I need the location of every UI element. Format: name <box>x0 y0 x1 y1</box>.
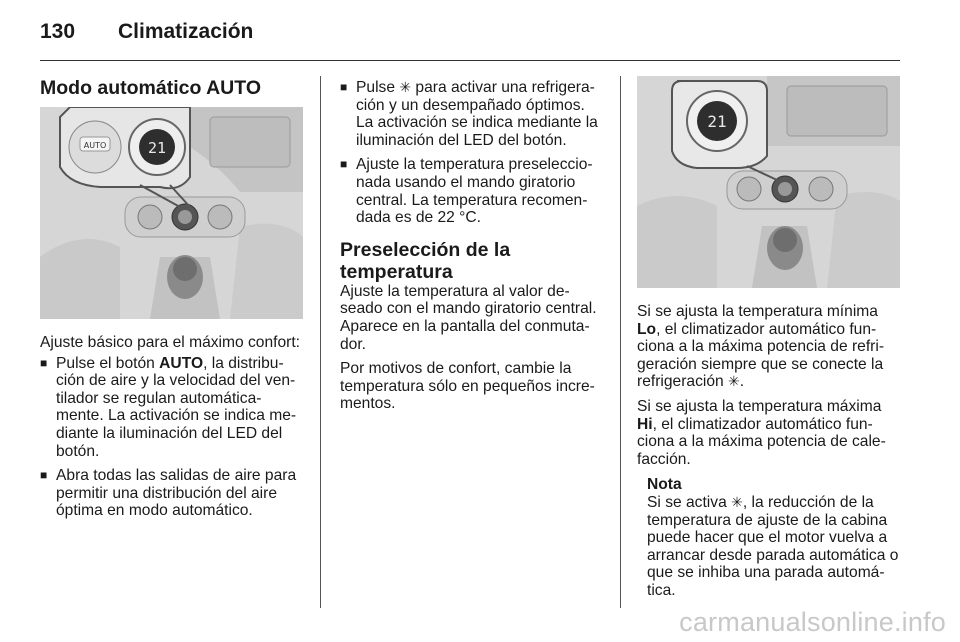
chapter-title: Climatización <box>118 20 254 43</box>
column-divider <box>620 76 621 608</box>
snowflake-icon: ✳ <box>728 373 740 390</box>
hi-label: Hi <box>637 415 653 433</box>
panel-label: AUTO <box>83 141 107 150</box>
dial-display: 21 <box>147 139 167 157</box>
snowflake-icon: ✳ <box>399 79 412 95</box>
section-title-auto: Modo automático AUTO <box>40 77 261 99</box>
col1-bullet-auto: ■ Pulse el botón AUTO, la distribu- ción de aire y la velocidad del ven- tilador se regulan automática- mente. La activación se indica me- diante la iluminación del LED del botón. <box>40 355 315 461</box>
col3-para-max: Si se ajusta la temperatura máxima Hi, el climatizador automático fun- ciona a la máxima potencia de cale- facción. <box>637 397 886 468</box>
watermark: carmanualsonline.info <box>679 607 946 637</box>
figure-center-dial <box>637 76 900 288</box>
header-rule <box>40 60 900 61</box>
col1-intro: Ajuste básico para el máximo confort: <box>40 334 301 351</box>
col1-bullet-vents: ■ Abra todas las salidas de aire para permitir una distribución del aire óptima en modo automático. <box>40 467 315 520</box>
note-box: Nota Si se activa ✳, la reducción de la temperatura de ajuste de la cabina puede hacer que el motor vuelva a arrancar desde parada automática o que se inhiba una parada automá- tica. <box>637 476 907 599</box>
page-number: 130 <box>40 20 76 43</box>
dial-display: 21 <box>707 112 727 131</box>
auto-button-label: AUTO <box>159 354 204 372</box>
section-title-preselection: Preselección de la temperatura <box>340 238 511 283</box>
col2-bullet-ac: ■ Pulse ✳ para activar una refrigera- ción y un desempañado óptimos. La activación se indica mediante la iluminación del LED del botón. <box>340 79 615 149</box>
col2-bullet-temp: ■ Ajuste la temperatura preseleccio- nada usando el mando giratorio central. La temperatura recomen- dada es de 22 °C. <box>340 156 615 226</box>
lo-label: Lo <box>637 320 657 338</box>
col2-para1: Ajuste la temperatura al valor de- seado con el mando giratorio central. Aparece en la pantalla del conmuta- dor. <box>340 282 597 353</box>
col2-para2: Por motivos de confort, cambie la temperatura sólo en pequeños incre- mentos. <box>340 360 595 413</box>
col3-para-min: Si se ajusta la temperatura mínima Lo, el climatizador automático fun- ciona a la máxima potencia de refri- geración siempre que se conecte la refrigeración ✳. <box>637 303 885 391</box>
figure-climate-panel <box>40 107 303 319</box>
column-divider <box>320 76 321 608</box>
note-title: Nota <box>647 476 682 494</box>
snowflake-icon: ✳ <box>731 493 743 510</box>
